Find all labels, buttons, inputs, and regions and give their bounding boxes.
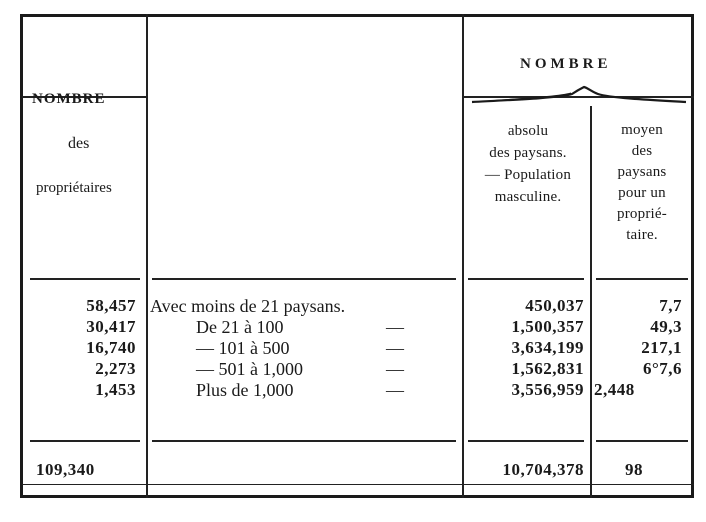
total-rule — [468, 440, 584, 442]
cell-absolu: 3,634,199 — [511, 338, 584, 357]
total-moyen: 98 — [625, 460, 643, 479]
bottom-rule — [22, 484, 694, 485]
total-proprietaires: 109,340 — [36, 460, 95, 479]
header-absolu-line: masculine. — [494, 189, 562, 205]
cell-absolu: 3,556,959 — [511, 380, 584, 399]
header-moyen — [594, 120, 690, 246]
header-bottom-rule — [152, 278, 456, 280]
cell-category: — 501 à 1,000 — [196, 359, 303, 379]
total-rule — [30, 440, 140, 442]
cell-dash: — — [386, 317, 404, 337]
cell-dash: — — [386, 380, 404, 400]
cell-absolu: 1,562,831 — [511, 359, 584, 378]
header-absolu-line: absolu — [507, 123, 549, 139]
header-moyen-line: pour un — [618, 185, 666, 201]
header-moyen-line: des — [631, 143, 653, 159]
total-rule — [596, 440, 688, 442]
cell-moyen: 7,7 — [659, 296, 682, 315]
header-nombre-group: NOMBRE — [520, 56, 612, 72]
header-moyen-line: moyen — [621, 122, 663, 138]
cell-absolu: 1,500,357 — [511, 317, 584, 336]
cell-category: Plus de 1,000 — [196, 380, 294, 400]
column-divider — [590, 106, 592, 498]
cell-category: — 101 à 500 — [196, 338, 290, 358]
cell-category: Avec moins de 21 paysans. — [150, 296, 346, 316]
header-des: des — [68, 135, 90, 152]
total-absolu: 10,704,378 — [502, 460, 584, 479]
header-absolu-line: — Population — [484, 167, 572, 183]
cell-proprietaires: 1,453 — [95, 380, 136, 399]
column-divider — [146, 14, 148, 498]
cell-proprietaires: 58,457 — [86, 296, 136, 315]
header-bottom-rule — [468, 278, 584, 280]
header-absolu — [470, 120, 586, 208]
brace-ornament — [470, 84, 688, 106]
header-proprietaires: propriétaires — [36, 180, 112, 196]
cell-moyen: 6°7,6 — [642, 359, 682, 378]
cell-moyen: 49,3 — [650, 317, 682, 336]
cell-moyen: 2,448 — [594, 380, 635, 399]
header-absolu-line: des paysans. — [489, 145, 567, 161]
cell-proprietaires: 30,417 — [86, 317, 136, 336]
column-divider — [462, 14, 464, 498]
header-moyen-line: paysans — [617, 164, 667, 180]
total-rule — [152, 440, 456, 442]
header-bottom-rule — [596, 278, 688, 280]
header-moyen-line: proprié- — [617, 206, 667, 222]
cell-dash: — — [386, 338, 404, 358]
header-nombre: NOMBRE — [32, 91, 106, 107]
cell-proprietaires: 2,273 — [95, 359, 136, 378]
cell-moyen: 217,1 — [641, 338, 682, 357]
cell-absolu: 450,037 — [525, 296, 584, 315]
cell-dash: — — [386, 359, 404, 379]
header-moyen-line: taire. — [626, 227, 658, 243]
cell-category: De 21 à 100 — [196, 317, 284, 337]
cell-proprietaires: 16,740 — [86, 338, 136, 357]
header-bottom-rule — [30, 278, 140, 280]
